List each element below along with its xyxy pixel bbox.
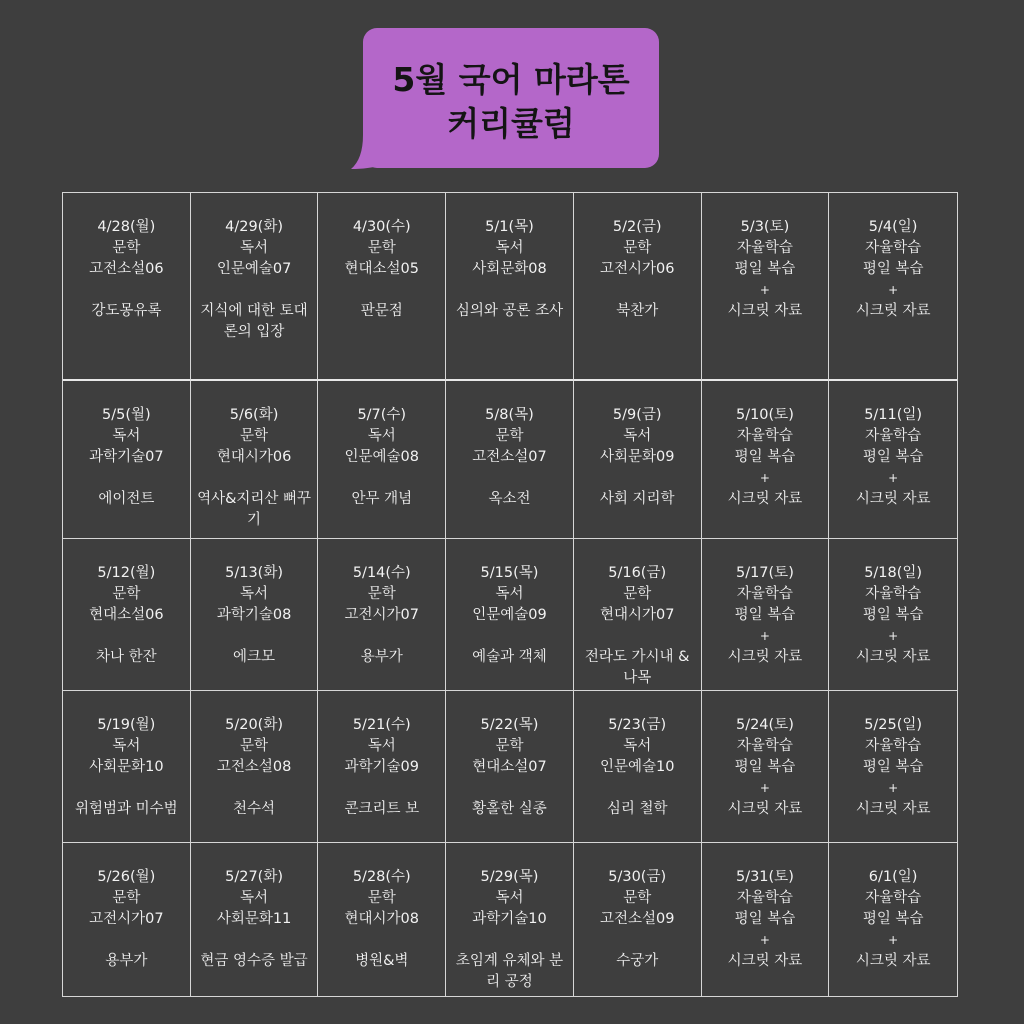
day-subject: 독서 bbox=[623, 428, 652, 444]
day-date: 5/10(토) bbox=[735, 407, 794, 423]
calendar-day-cell bbox=[318, 539, 446, 691]
day-date: 5/12(월) bbox=[97, 565, 156, 581]
day-subject: 독서 bbox=[240, 240, 269, 256]
calendar-day-cell bbox=[191, 539, 319, 691]
day-subject: 문학 bbox=[240, 428, 269, 444]
day-date: 5/22(목) bbox=[480, 717, 539, 733]
day-topic: 시크릿 자료 bbox=[727, 953, 803, 969]
calendar-day-cell bbox=[574, 193, 702, 381]
day-unit: 과학기술08 bbox=[216, 607, 292, 623]
day-topic: 용부가 bbox=[360, 649, 403, 665]
day-topic: 황홀한 실종 bbox=[472, 801, 547, 817]
day-subject: 독서 bbox=[112, 738, 141, 754]
day-unit: 평일 복습 bbox=[862, 449, 924, 465]
day-topic: 시크릿 자료 bbox=[855, 649, 931, 665]
day-unit: 고전시가07 bbox=[344, 607, 420, 623]
spacer bbox=[574, 626, 701, 647]
plus-sign: + bbox=[759, 781, 770, 795]
plus-sign: + bbox=[888, 471, 899, 485]
spacer bbox=[63, 930, 190, 951]
day-topic: 옥소전 bbox=[488, 491, 531, 507]
title-line-1: 5월 국어 마라톤 bbox=[392, 60, 630, 99]
day-date: 5/29(목) bbox=[480, 869, 539, 885]
spacer bbox=[446, 468, 573, 489]
day-date: 5/14(수) bbox=[352, 565, 411, 581]
day-unit: 고전소설06 bbox=[89, 261, 164, 277]
calendar-day-cell bbox=[702, 691, 830, 843]
day-date: 4/28(월) bbox=[97, 219, 156, 235]
day-subject: 문학 bbox=[367, 240, 396, 256]
day-topic: 사회 지리학 bbox=[599, 491, 675, 507]
day-unit: 과학기술07 bbox=[89, 449, 164, 465]
day-topic: 현금 영수증 발급 bbox=[200, 953, 308, 969]
day-unit: 인문예술08 bbox=[344, 449, 420, 465]
calendar-day-cell bbox=[446, 193, 574, 381]
spacer bbox=[574, 930, 701, 951]
plus-sign: + bbox=[759, 283, 770, 297]
spacer bbox=[63, 626, 190, 647]
day-unit: 고전시가07 bbox=[89, 911, 164, 927]
day-subject: 독서 bbox=[495, 586, 524, 602]
day-subject: 자율학습 bbox=[736, 428, 793, 444]
day-subject: 문학 bbox=[367, 586, 396, 602]
day-unit: 사회문화10 bbox=[89, 759, 164, 775]
calendar-day-cell bbox=[63, 843, 191, 996]
plus-sign: + bbox=[759, 933, 770, 947]
spacer bbox=[446, 778, 573, 799]
day-subject: 독서 bbox=[623, 738, 652, 754]
day-unit: 사회문화09 bbox=[599, 449, 675, 465]
day-date: 5/13(화) bbox=[225, 565, 283, 581]
spacer bbox=[191, 280, 318, 301]
day-subject: 문학 bbox=[623, 890, 652, 906]
day-date: 5/4(일) bbox=[868, 219, 918, 235]
day-date: 5/15(목) bbox=[480, 565, 539, 581]
day-subject: 자율학습 bbox=[736, 738, 793, 754]
day-subject: 자율학습 bbox=[736, 890, 793, 906]
day-topic: 시크릿 자료 bbox=[855, 491, 931, 507]
plus-sign: + bbox=[888, 629, 899, 643]
day-unit: 고전시가06 bbox=[599, 261, 675, 277]
day-subject: 문학 bbox=[495, 428, 524, 444]
curriculum-calendar bbox=[62, 192, 958, 997]
day-unit: 평일 복습 bbox=[862, 261, 924, 277]
day-unit: 평일 복습 bbox=[734, 261, 796, 277]
day-date: 5/17(토) bbox=[735, 565, 794, 581]
day-subject: 문학 bbox=[240, 738, 269, 754]
day-unit: 사회문화08 bbox=[472, 261, 547, 277]
day-subject: 문학 bbox=[112, 890, 141, 906]
day-date: 5/19(월) bbox=[97, 717, 156, 733]
day-unit: 인문예술09 bbox=[472, 607, 547, 623]
day-date: 5/25(일) bbox=[864, 717, 923, 733]
day-unit: 현대소설07 bbox=[472, 759, 547, 775]
day-date: 5/24(토) bbox=[735, 717, 794, 733]
day-subject: 문학 bbox=[623, 586, 652, 602]
day-subject: 자율학습 bbox=[865, 738, 922, 754]
day-topic: 예술과 객체 bbox=[472, 649, 547, 665]
day-topic: 콘크리트 보 bbox=[344, 801, 420, 817]
day-unit: 과학기술09 bbox=[344, 759, 420, 775]
day-unit: 인문예술07 bbox=[216, 261, 292, 277]
day-unit: 현대소설05 bbox=[344, 261, 420, 277]
day-unit: 현대시가08 bbox=[344, 911, 420, 927]
day-subject: 문학 bbox=[112, 240, 141, 256]
spacer bbox=[191, 626, 318, 647]
spacer bbox=[574, 468, 701, 489]
calendar-day-cell bbox=[191, 381, 319, 539]
day-topic: 안무 개념 bbox=[351, 491, 413, 507]
day-unit: 현대소설06 bbox=[89, 607, 164, 623]
day-subject: 독서 bbox=[112, 428, 141, 444]
spacer bbox=[446, 930, 573, 951]
day-subject: 자율학습 bbox=[736, 586, 793, 602]
day-unit: 과학기술10 bbox=[472, 911, 547, 927]
calendar-day-cell bbox=[318, 691, 446, 843]
day-topic: 용부가 bbox=[105, 953, 148, 969]
calendar-day-cell bbox=[446, 843, 574, 996]
day-topic: 전라도 가시내 &나목 bbox=[584, 649, 690, 686]
day-subject: 독서 bbox=[240, 586, 269, 602]
calendar-day-cell bbox=[446, 539, 574, 691]
day-topic: 시크릿 자료 bbox=[727, 491, 803, 507]
plus-sign: + bbox=[888, 933, 899, 947]
calendar-day-cell bbox=[63, 193, 191, 381]
spacer bbox=[574, 280, 701, 301]
day-topic: 차나 한잔 bbox=[96, 649, 157, 665]
calendar-day-cell bbox=[574, 843, 702, 996]
day-topic: 시크릿 자료 bbox=[855, 953, 931, 969]
calendar-day-cell bbox=[829, 539, 957, 691]
spacer bbox=[63, 280, 190, 301]
day-unit: 평일 복습 bbox=[862, 911, 924, 927]
calendar-day-cell bbox=[446, 691, 574, 843]
calendar-day-cell bbox=[574, 381, 702, 539]
day-date: 5/16(금) bbox=[608, 565, 667, 581]
calendar-day-cell bbox=[63, 539, 191, 691]
calendar-day-cell bbox=[63, 381, 191, 539]
spacer bbox=[318, 626, 445, 647]
day-topic: 에크모 bbox=[233, 649, 276, 665]
day-topic: 지식에 대한 토대론의 입장 bbox=[200, 303, 308, 340]
day-date: 5/9(금) bbox=[612, 407, 662, 423]
day-date: 5/3(토) bbox=[740, 219, 790, 235]
spacer bbox=[318, 280, 445, 301]
day-topic: 시크릿 자료 bbox=[727, 801, 803, 817]
day-topic: 북찬가 bbox=[616, 303, 659, 319]
calendar-day-cell bbox=[702, 843, 830, 996]
day-topic: 판문점 bbox=[360, 303, 403, 319]
day-topic: 시크릿 자료 bbox=[855, 303, 931, 319]
day-topic: 시크릿 자료 bbox=[727, 649, 803, 665]
calendar-day-cell bbox=[829, 193, 957, 381]
day-subject: 독서 bbox=[367, 738, 396, 754]
day-subject: 자율학습 bbox=[865, 586, 922, 602]
title-bubble bbox=[363, 28, 659, 168]
day-subject: 문학 bbox=[367, 890, 396, 906]
calendar-day-cell bbox=[574, 539, 702, 691]
calendar-day-cell bbox=[829, 381, 957, 539]
day-date: 5/30(금) bbox=[608, 869, 667, 885]
day-unit: 현대시가06 bbox=[216, 449, 292, 465]
day-date: 5/6(화) bbox=[229, 407, 279, 423]
spacer bbox=[191, 468, 318, 489]
plus-sign: + bbox=[888, 283, 899, 297]
day-topic: 시크릿 자료 bbox=[727, 303, 803, 319]
day-date: 5/18(일) bbox=[864, 565, 923, 581]
day-unit: 평일 복습 bbox=[734, 449, 796, 465]
calendar-day-cell bbox=[829, 691, 957, 843]
day-date: 5/20(화) bbox=[225, 717, 283, 733]
spacer bbox=[63, 778, 190, 799]
day-topic: 초임계 유체와 분리 공정 bbox=[455, 953, 564, 990]
day-subject: 자율학습 bbox=[865, 428, 922, 444]
day-date: 5/28(수) bbox=[352, 869, 411, 885]
calendar-day-cell bbox=[63, 691, 191, 843]
spacer bbox=[318, 778, 445, 799]
day-date: 4/29(화) bbox=[225, 219, 283, 235]
day-topic: 강도몽유록 bbox=[91, 303, 162, 319]
day-date: 5/31(토) bbox=[735, 869, 794, 885]
calendar-day-cell bbox=[574, 691, 702, 843]
calendar-day-cell bbox=[318, 843, 446, 996]
day-topic: 위험범과 미수범 bbox=[75, 801, 178, 817]
day-topic: 심리 철학 bbox=[606, 801, 668, 817]
day-date: 6/1(일) bbox=[868, 869, 918, 885]
day-unit: 평일 복습 bbox=[734, 759, 796, 775]
day-date: 5/26(월) bbox=[97, 869, 156, 885]
page-title bbox=[363, 58, 659, 146]
spacer bbox=[318, 468, 445, 489]
spacer bbox=[191, 930, 318, 951]
day-date: 4/30(수) bbox=[352, 219, 411, 235]
calendar-day-cell bbox=[318, 381, 446, 539]
day-date: 5/11(일) bbox=[864, 407, 923, 423]
calendar-day-cell bbox=[318, 193, 446, 381]
spacer bbox=[63, 468, 190, 489]
day-unit: 고전소설08 bbox=[216, 759, 292, 775]
day-topic: 역사&지리산 뻐꾸기 bbox=[197, 491, 312, 528]
day-date: 5/5(월) bbox=[102, 407, 151, 423]
day-topic: 심의와 공론 조사 bbox=[455, 303, 564, 319]
day-subject: 독서 bbox=[495, 240, 524, 256]
day-date: 5/2(금) bbox=[612, 219, 662, 235]
day-date: 5/21(수) bbox=[352, 717, 411, 733]
plus-sign: + bbox=[759, 629, 770, 643]
day-subject: 자율학습 bbox=[736, 240, 793, 256]
calendar-day-cell bbox=[702, 193, 830, 381]
day-unit: 고전소설09 bbox=[599, 911, 675, 927]
day-unit: 사회문화11 bbox=[216, 911, 292, 927]
day-subject: 독서 bbox=[367, 428, 396, 444]
day-subject: 자율학습 bbox=[865, 240, 922, 256]
day-topic: 수궁가 bbox=[616, 953, 659, 969]
day-unit: 평일 복습 bbox=[734, 607, 796, 623]
day-topic: 에이전트 bbox=[98, 491, 155, 507]
spacer bbox=[318, 930, 445, 951]
spacer bbox=[446, 280, 573, 301]
calendar-day-cell bbox=[702, 381, 830, 539]
day-date: 5/27(화) bbox=[225, 869, 283, 885]
calendar-day-cell bbox=[446, 381, 574, 539]
day-unit: 평일 복습 bbox=[862, 759, 924, 775]
calendar-day-cell bbox=[191, 193, 319, 381]
calendar-day-cell bbox=[829, 843, 957, 996]
calendar-day-cell bbox=[191, 691, 319, 843]
plus-sign: + bbox=[759, 471, 770, 485]
spacer bbox=[191, 778, 318, 799]
day-date: 5/1(목) bbox=[485, 219, 534, 235]
day-date: 5/23(금) bbox=[608, 717, 667, 733]
spacer bbox=[446, 626, 573, 647]
day-unit: 고전소설07 bbox=[472, 449, 547, 465]
day-unit: 평일 복습 bbox=[862, 607, 924, 623]
day-subject: 문학 bbox=[623, 240, 652, 256]
day-subject: 문학 bbox=[112, 586, 141, 602]
calendar-day-cell bbox=[191, 843, 319, 996]
plus-sign: + bbox=[888, 781, 899, 795]
day-topic: 천수석 bbox=[233, 801, 276, 817]
day-subject: 문학 bbox=[495, 738, 524, 754]
day-date: 5/7(수) bbox=[357, 407, 407, 423]
spacer bbox=[574, 778, 701, 799]
day-topic: 병원&벽 bbox=[355, 953, 409, 969]
calendar-day-cell bbox=[702, 539, 830, 691]
day-subject: 독서 bbox=[495, 890, 524, 906]
day-date: 5/8(목) bbox=[485, 407, 534, 423]
title-line-2: 커리큘럼 bbox=[447, 104, 575, 143]
day-unit: 인문예술10 bbox=[599, 759, 675, 775]
day-subject: 자율학습 bbox=[865, 890, 922, 906]
day-unit: 평일 복습 bbox=[734, 911, 796, 927]
day-topic: 시크릿 자료 bbox=[855, 801, 931, 817]
day-unit: 현대시가07 bbox=[599, 607, 675, 623]
day-subject: 독서 bbox=[240, 890, 269, 906]
